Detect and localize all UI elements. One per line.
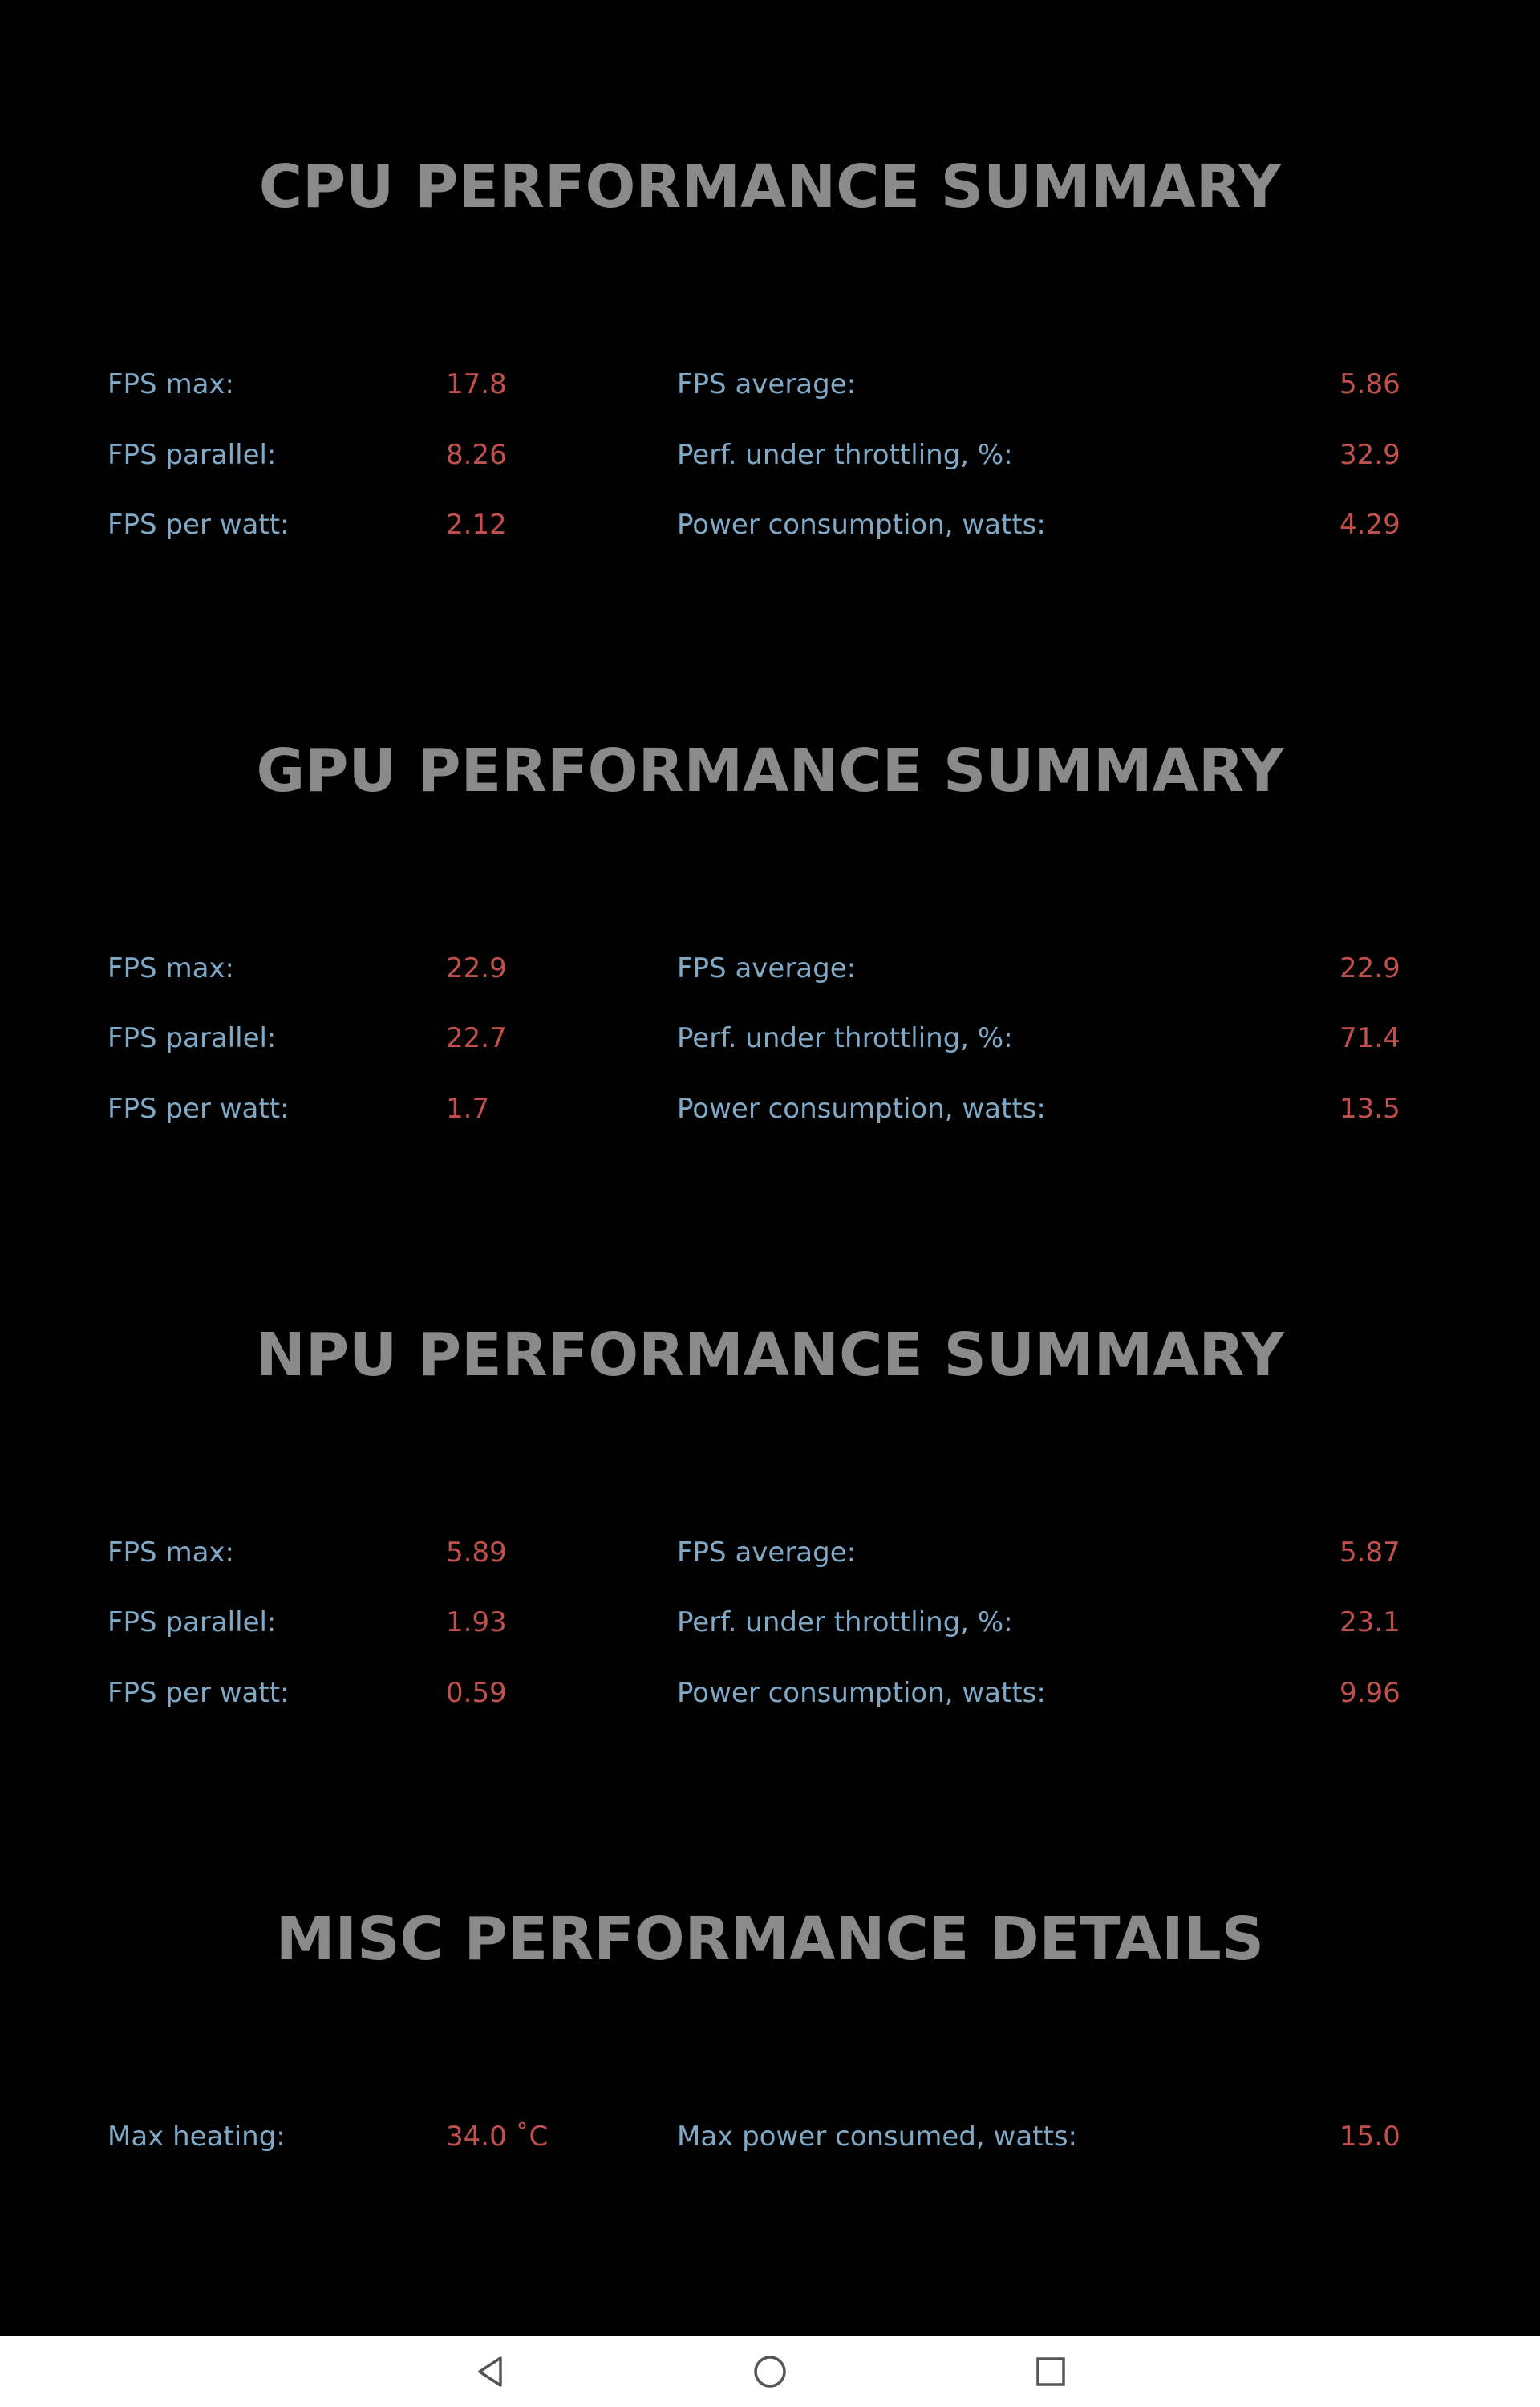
gpu-power-label: Power consumption, watts: [677,1093,1046,1125]
cpu-fps-parallel-label: FPS parallel: [107,439,277,471]
gpu-throttling-value: 71.4 [1339,1022,1400,1054]
cpu-fps-per-watt-value: 2.12 [446,509,507,541]
home-circle-icon [752,2353,788,2390]
gpu-fps-per-watt-label: FPS per watt: [107,1093,290,1125]
cpu-throttling-value: 32.9 [1339,439,1400,471]
cpu-row-1 [0,360,1540,408]
gpu-fps-max-value: 22.9 [446,952,507,984]
cpu-fps-max-value: 17.8 [446,368,507,400]
back-button[interactable] [467,2348,515,2396]
gpu-fps-parallel-value: 22.7 [446,1022,507,1054]
cpu-fps-average-label: FPS average: [677,368,857,400]
npu-row-1 [0,1528,1540,1577]
gpu-section-title: GPU PERFORMANCE SUMMARY [256,737,1284,806]
cpu-fps-average-value: 5.86 [1339,368,1400,400]
gpu-fps-average-value: 22.9 [1339,952,1400,984]
misc-section-title: MISC PERFORMANCE DETAILS [275,1905,1265,1974]
gpu-row-2 [0,1014,1540,1062]
recent-square-icon [1033,2354,1068,2389]
cpu-row-3 [0,501,1540,549]
back-triangle-icon [473,2354,509,2389]
npu-fps-per-watt-label: FPS per watt: [107,1677,290,1709]
gpu-fps-max-label: FPS max: [107,952,234,984]
npu-fps-parallel-label: FPS parallel: [107,1606,277,1638]
gpu-row-3 [0,1085,1540,1133]
gpu-fps-parallel-label: FPS parallel: [107,1022,277,1054]
cpu-power-value: 4.29 [1339,509,1400,541]
npu-fps-average-value: 5.87 [1339,1536,1400,1569]
npu-throttling-value: 23.1 [1339,1606,1400,1638]
cpu-power-label: Power consumption, watts: [677,509,1046,541]
npu-power-value: 9.96 [1339,1677,1400,1709]
cpu-fps-max-label: FPS max: [107,368,234,400]
max-power-label: Max power consumed, watts: [677,2121,1078,2153]
home-button[interactable] [746,2348,794,2396]
npu-fps-average-label: FPS average: [677,1536,857,1569]
max-heating-label: Max heating: [107,2121,286,2153]
system-navigation-bar [0,2336,1540,2407]
npu-fps-parallel-value: 1.93 [446,1606,507,1638]
gpu-fps-per-watt-value: 1.7 [446,1093,490,1125]
npu-throttling-label: Perf. under throttling, %: [677,1606,1013,1638]
max-power-value: 15.0 [1339,2121,1400,2153]
cpu-fps-per-watt-label: FPS per watt: [107,509,290,541]
cpu-throttling-label: Perf. under throttling, %: [677,439,1013,471]
cpu-row-2 [0,431,1540,479]
max-heating-value: 34.0 ˚C [446,2121,549,2153]
npu-row-2 [0,1598,1540,1646]
recent-apps-button[interactable] [1027,2348,1075,2396]
gpu-power-value: 13.5 [1339,1093,1400,1125]
gpu-throttling-label: Perf. under throttling, %: [677,1022,1013,1054]
npu-fps-max-label: FPS max: [107,1536,234,1569]
gpu-fps-average-label: FPS average: [677,952,857,984]
cpu-fps-parallel-value: 8.26 [446,439,507,471]
npu-section-title: NPU PERFORMANCE SUMMARY [255,1321,1285,1390]
cpu-section-title: CPU PERFORMANCE SUMMARY [258,152,1282,221]
misc-row-1 [0,2113,1540,2161]
npu-fps-max-value: 5.89 [446,1536,507,1569]
npu-fps-per-watt-value: 0.59 [446,1677,507,1709]
npu-row-3 [0,1669,1540,1717]
npu-power-label: Power consumption, watts: [677,1677,1046,1709]
gpu-row-1 [0,944,1540,992]
